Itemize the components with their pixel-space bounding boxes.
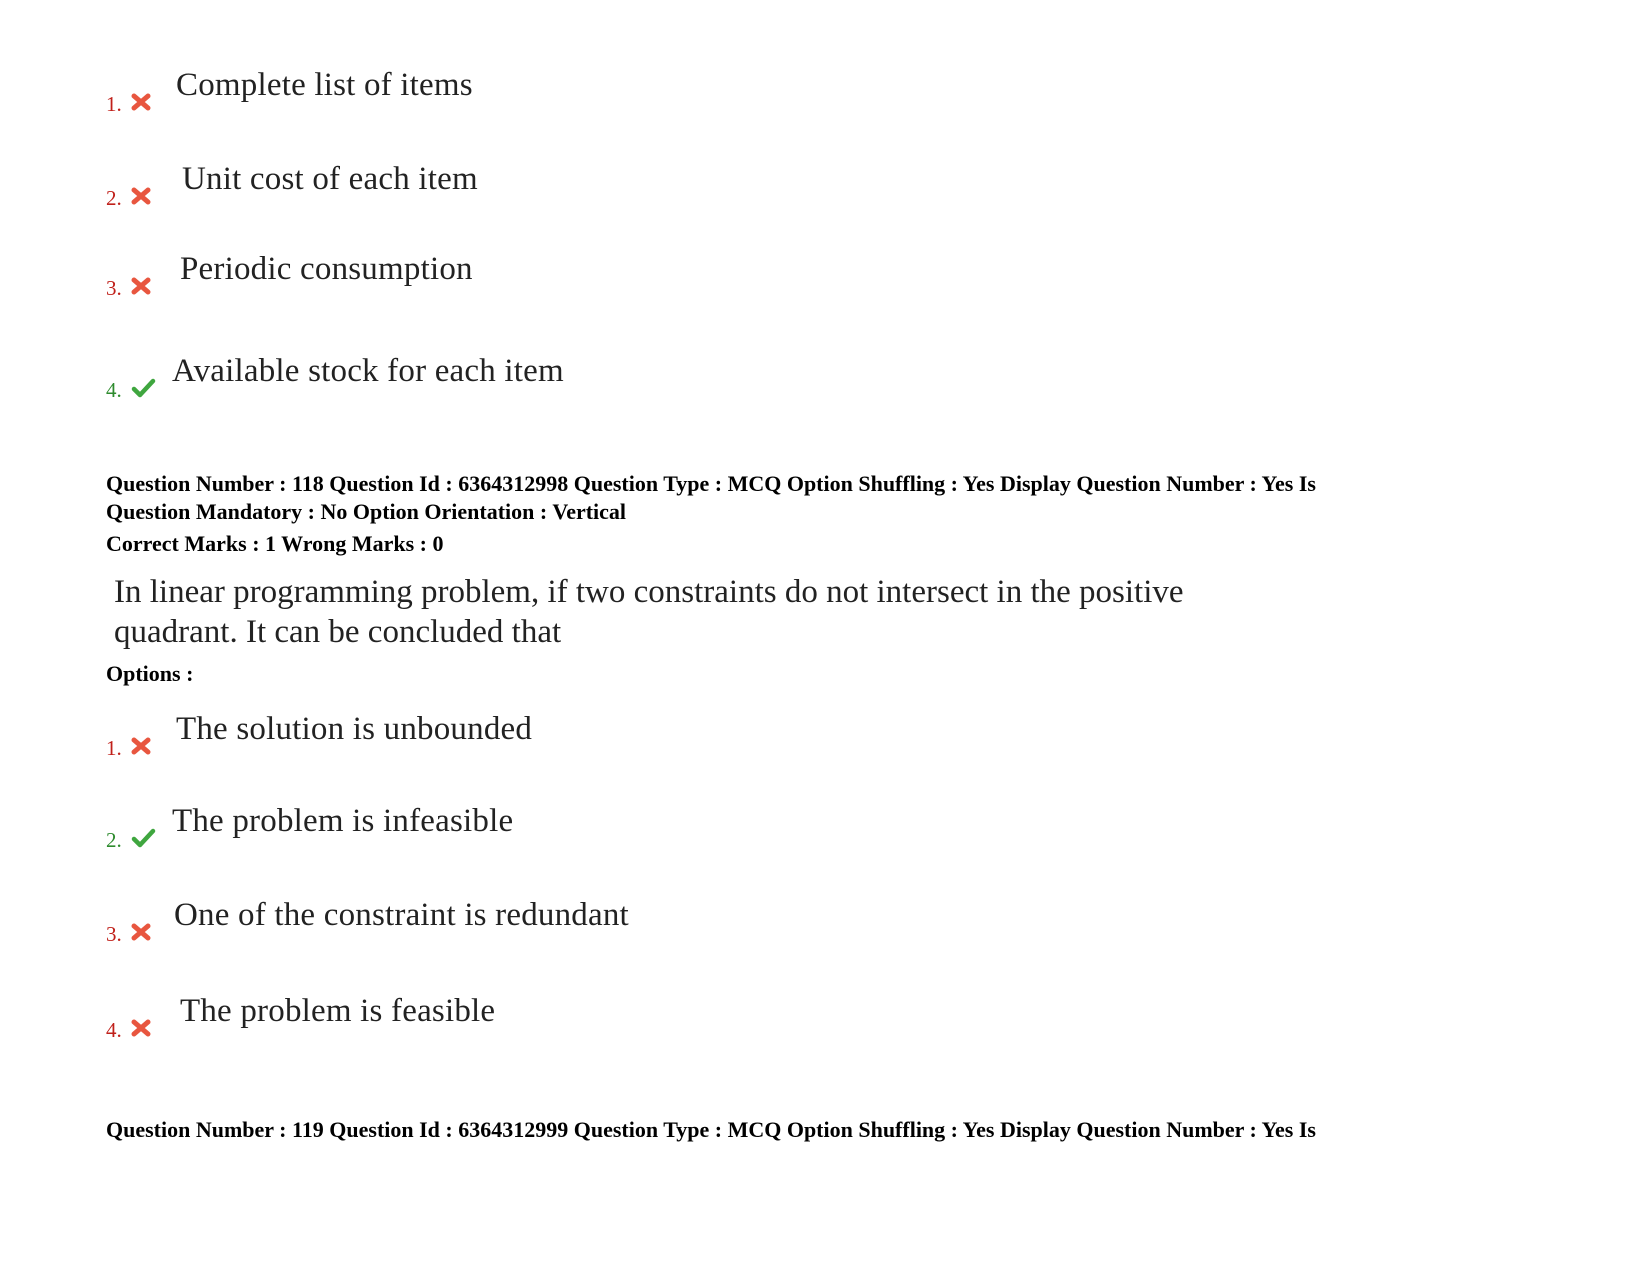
option-item [106, 250, 1006, 300]
check-icon [130, 378, 156, 398]
question-meta [106, 470, 1316, 526]
option-item [106, 710, 1006, 760]
option-item [106, 352, 1006, 402]
option-text: The problem is feasible [180, 993, 496, 1029]
question-meta-line: Question Mandatory : No Option Orientation : Vertical [106, 499, 627, 524]
option-number: 4. [106, 378, 122, 402]
option-text: Available stock for each item [172, 353, 564, 389]
option-item [106, 802, 1006, 852]
cross-icon [130, 922, 152, 942]
question-meta-line: Question Number : 119 Question Id : 6364312999 Question Type : MCQ Option Shuffling : Yes Display Question Number : Yes Is [106, 1117, 1316, 1142]
options-label: Options : [106, 661, 194, 686]
option-text: The solution is unbounded [176, 711, 533, 747]
question-text-line: quadrant. It can be concluded that [114, 614, 562, 650]
option-number: 2. [106, 828, 122, 852]
option-item [106, 992, 1006, 1042]
option-number: 1. [106, 736, 122, 760]
option-text: Complete list of items [176, 67, 473, 103]
option-number: 2. [106, 186, 122, 210]
cross-icon [130, 186, 152, 206]
option-item [106, 160, 1006, 210]
cross-icon [130, 276, 152, 296]
question-text-line: In linear programming problem, if two constraints do not intersect in the positive [114, 574, 1184, 610]
option-item [106, 66, 1006, 116]
option-text: The problem is infeasible [172, 803, 514, 839]
option-text: Periodic consumption [180, 251, 473, 287]
question-meta [106, 1116, 1316, 1144]
option-number: 4. [106, 1018, 122, 1042]
option-text: Unit cost of each item [182, 161, 478, 197]
cross-icon [130, 736, 152, 756]
question-meta-line: Question Number : 118 Question Id : 6364312998 Question Type : MCQ Option Shuffling : Yes Display Question Number : Yes Is [106, 471, 1316, 496]
option-number: 3. [106, 922, 122, 946]
question-text [114, 572, 1184, 652]
option-number: 1. [106, 92, 122, 116]
option-text: One of the constraint is redundant [174, 897, 629, 933]
cross-icon [130, 1018, 152, 1038]
option-number: 3. [106, 276, 122, 300]
option-item [106, 896, 1006, 946]
cross-icon [130, 92, 152, 112]
question-marks: Correct Marks : 1 Wrong Marks : 0 [106, 531, 444, 556]
check-icon [130, 828, 156, 848]
